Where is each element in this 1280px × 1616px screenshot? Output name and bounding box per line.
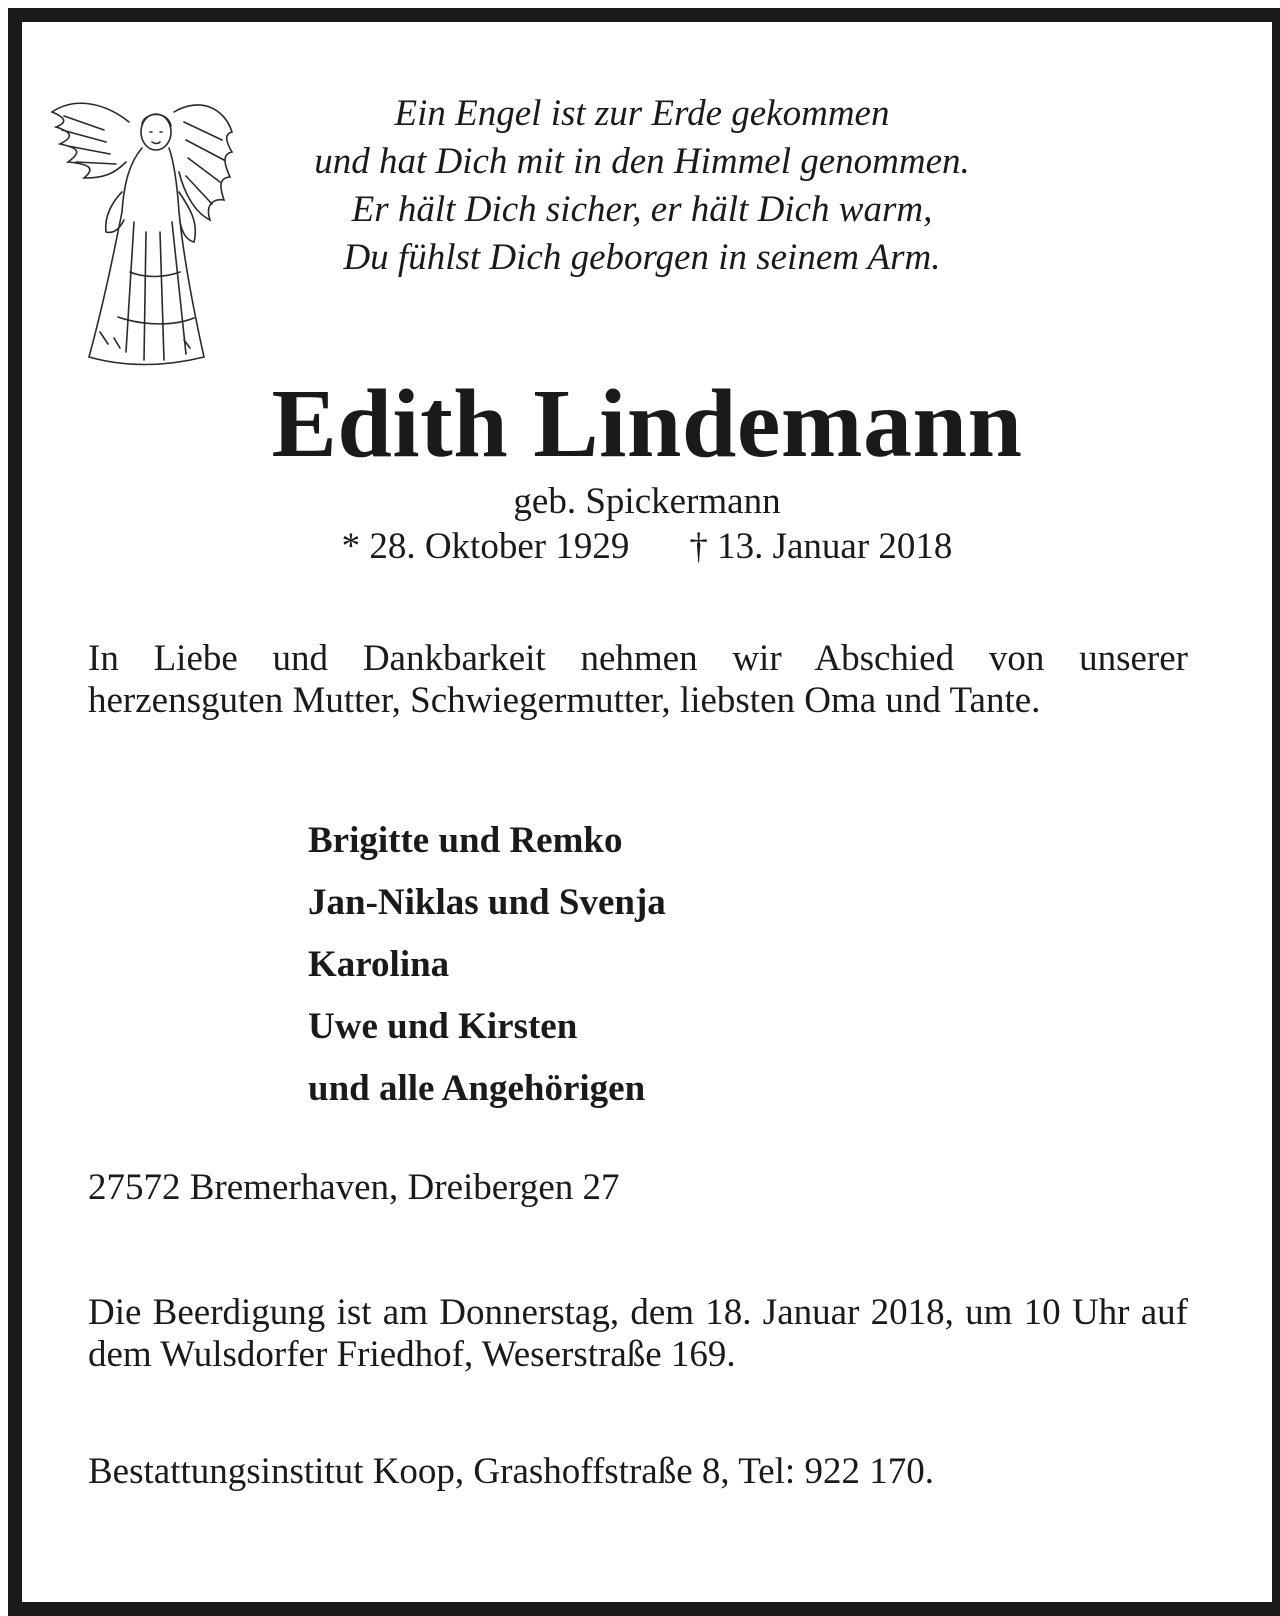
mourner-entry: Brigitte und Remko xyxy=(308,820,623,861)
undertaker-info: Bestattungsinstitut Koop, Grashoffstraße 8, Tel: 922 170. xyxy=(88,1451,934,1492)
poem xyxy=(222,90,1062,282)
birth-name: geb. Spickermann xyxy=(513,481,781,522)
birth-date: * 28. Oktober 1929 xyxy=(341,526,630,567)
deceased-name: Edith Lindemann xyxy=(271,370,1023,478)
farewell-text: In Liebe und Dankbarkeit nehmen wir Abschied von unserer herzensguten Mutter, Schwiegermutter, liebsten Oma und Tante. xyxy=(88,638,1188,721)
life-dates xyxy=(22,524,1272,570)
mourner-entry: und alle Angehörigen xyxy=(308,1068,646,1109)
death-date: † 13. Januar 2018 xyxy=(689,526,953,567)
poem-line: und hat Dich mit in den Himmel genommen. xyxy=(314,141,970,182)
angel-icon xyxy=(34,82,234,372)
poem-line: Er hält Dich sicher, er hält Dich warm, xyxy=(351,189,933,230)
mourner-entry: Uwe und Kirsten xyxy=(308,1006,578,1047)
family-address: 27572 Bremerhaven, Dreibergen 27 xyxy=(88,1167,620,1208)
obituary-notice xyxy=(8,8,1280,1616)
mourner-entry: Jan-Niklas und Svenja xyxy=(308,882,666,923)
mourners-list xyxy=(308,810,666,1120)
funeral-details: Die Beerdigung ist am Donnerstag, dem 18. Januar 2018, um 10 Uhr auf dem Wulsdorfer Friedhof, Weserstraße 169. xyxy=(88,1292,1188,1375)
poem-line: Du fühlst Dich geborgen in seinem Arm. xyxy=(343,237,941,278)
mourner-entry: Karolina xyxy=(308,944,450,985)
poem-line: Ein Engel ist zur Erde gekommen xyxy=(394,93,890,134)
